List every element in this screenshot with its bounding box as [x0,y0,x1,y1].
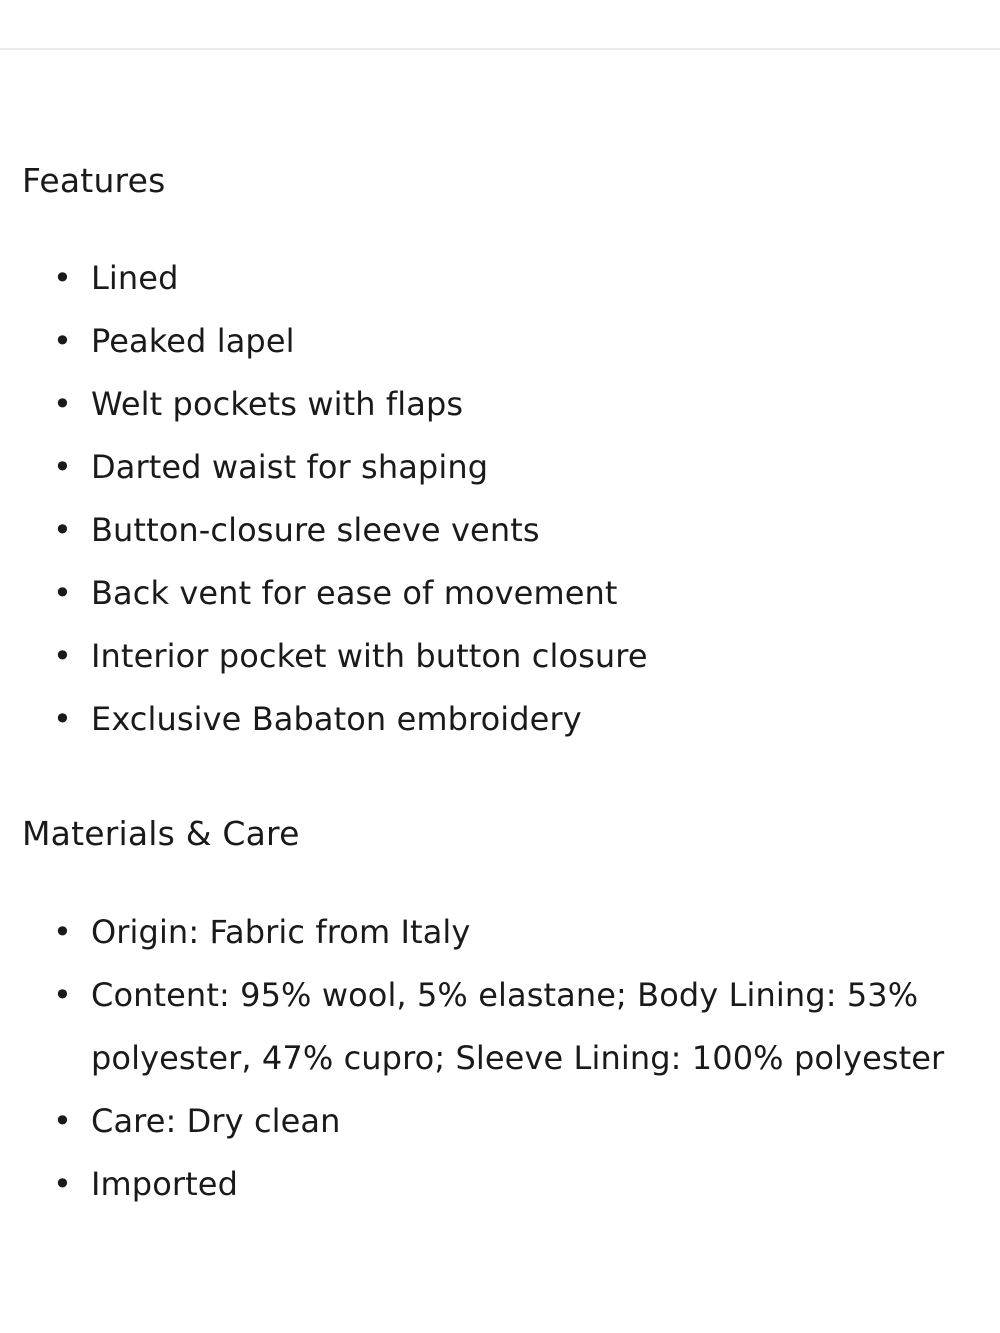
list-item [0,964,1000,1090]
bullet-icon: • [53,322,72,360]
list-item [0,901,1000,964]
list-item [0,562,1000,625]
bullet-icon: • [53,574,72,612]
list-item [0,499,1000,562]
list-item [0,688,1000,751]
list-item-text: Welt pockets with flaps [91,385,464,423]
list-item [0,373,1000,436]
list-item-text: Care: Dry clean [91,1102,341,1140]
bullet-icon: • [53,637,72,675]
bullet-icon: • [53,913,72,951]
list-item-text: Peaked lapel [91,322,295,360]
list-item-text: Content: 95% wool, 5% elastane; Body Lining: 53% polyester, 47% cupro; Sleeve Lining: 100% polyester [91,976,945,1077]
list-item [0,436,1000,499]
list-item-text: Back vent for ease of movement [91,574,618,612]
bullet-icon: • [53,1102,72,1140]
bullet-icon: • [53,700,72,738]
list-item-text: Imported [91,1165,239,1203]
list-item-text: Origin: Fabric from Italy [91,913,471,951]
top-divider [0,48,1000,50]
features-heading: Features [22,161,166,200]
bullet-icon: • [53,385,72,423]
materials-care-heading: Materials & Care [22,814,300,853]
materials-care-list [0,901,1000,1216]
bullet-icon: • [53,976,72,1014]
list-item [0,1090,1000,1153]
list-item-text: Darted waist for shaping [91,448,489,486]
list-item [0,1153,1000,1216]
list-item [0,625,1000,688]
list-item-text: Exclusive Babaton embroidery [91,700,582,738]
bullet-icon: • [53,511,72,549]
list-item-text: Lined [91,259,179,297]
list-item [0,247,1000,310]
bullet-icon: • [53,448,72,486]
list-item [0,310,1000,373]
list-item-text: Button-closure sleeve vents [91,511,540,549]
features-list [0,247,1000,751]
bullet-icon: • [53,259,72,297]
list-item-text: Interior pocket with button closure [91,637,648,675]
bullet-icon: • [53,1165,72,1203]
